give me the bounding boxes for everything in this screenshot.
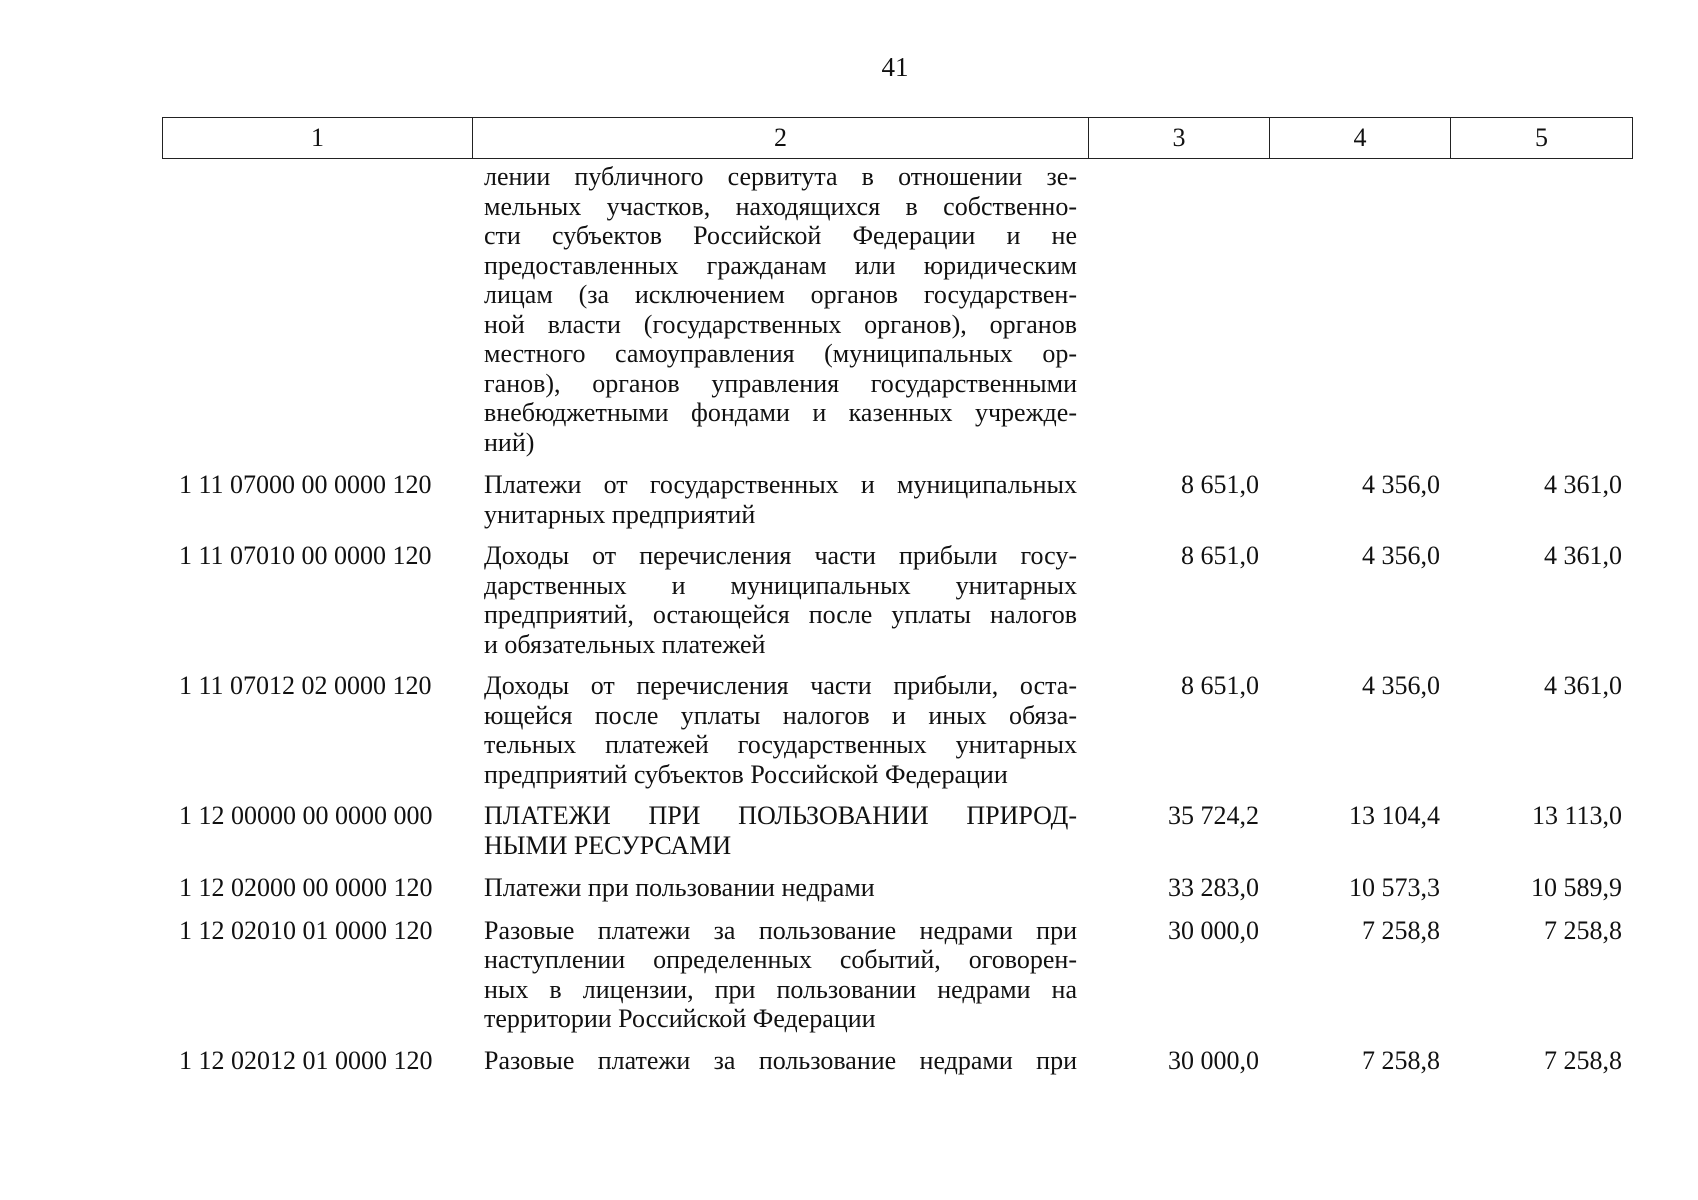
- row-col5: 7 258,8: [1544, 1045, 1622, 1075]
- row-col3: 30 000,0: [1168, 915, 1259, 945]
- row-col5: 4 361,0: [1544, 671, 1622, 700]
- description-line: Платежи от государственных и муниципальных: [484, 470, 1077, 499]
- description-line: наступлении определенных событий, оговорен-: [484, 945, 1077, 974]
- row-col4: 4 356,0: [1362, 470, 1440, 499]
- row-code: 1 12 02012 01 0000 120: [179, 1045, 433, 1075]
- row-description: [472, 801, 1088, 860]
- row-col3: 8 651,0: [1181, 470, 1259, 499]
- description-line: Доходы от перечисления части прибыли, оста-: [484, 671, 1077, 700]
- row-col3: [1088, 162, 1269, 457]
- row-col5: [1450, 162, 1632, 457]
- column-header-3: 3: [1089, 118, 1270, 159]
- description-line: ной власти (государственных органов), органов: [484, 309, 1077, 339]
- row-code: 1 11 07012 02 0000 120: [179, 671, 432, 700]
- row-col3: 8 651,0: [1181, 671, 1259, 700]
- column-header-1: 1: [163, 118, 473, 159]
- description-line: ющейся после уплаты налогов и иных обяза-: [484, 700, 1077, 730]
- description-line: ных в лицензии, при пользовании недрами на: [484, 974, 1077, 1004]
- row-col5: 4 361,0: [1544, 541, 1622, 570]
- table-row: [162, 470, 1632, 529]
- description-line: Доходы от перечисления части прибыли госу-: [484, 541, 1077, 570]
- description-line: лении публичного сервитута в отношении зе-: [484, 162, 1077, 191]
- column-header-4: 4: [1270, 118, 1451, 159]
- description-line: сти субъектов Российской Федерации и не: [484, 221, 1077, 250]
- description-line: предоставленных гражданам или юридическим: [484, 250, 1077, 280]
- row-description: [472, 671, 1088, 789]
- description-line: Платежи при пользовании недрами: [484, 873, 875, 902]
- row-col4: 7 258,8: [1362, 915, 1440, 945]
- table-body: [162, 160, 1632, 1075]
- table-row: [162, 1046, 1632, 1076]
- page-number: 41: [881, 52, 909, 82]
- description-line: мельных участков, находящихся в собственно-: [484, 191, 1077, 221]
- row-col3: 30 000,0: [1168, 1045, 1259, 1075]
- row-code: [162, 162, 472, 457]
- description-line: территории Российской Федерации: [484, 1004, 876, 1033]
- description-line: ПЛАТЕЖИ ПРИ ПОЛЬЗОВАНИИ ПРИРОД-: [484, 801, 1077, 830]
- column-header-row: [163, 118, 1633, 159]
- description-line: предприятий, остающейся после уплаты налогов: [484, 600, 1077, 629]
- description-line: унитарных предприятий: [484, 499, 756, 529]
- row-code: 1 12 00000 00 0000 000: [179, 801, 433, 830]
- column-header-2: 2: [473, 118, 1089, 159]
- description-line: Разовые платежи за пользование недрами при: [484, 1045, 1077, 1075]
- description-line: ний): [484, 427, 535, 457]
- row-col3: 33 283,0: [1168, 873, 1259, 902]
- row-description: [472, 1046, 1088, 1076]
- row-description: [472, 470, 1088, 529]
- row-col4: 10 573,3: [1349, 873, 1440, 902]
- row-code: 1 12 02000 00 0000 120: [179, 873, 433, 902]
- row-description: [472, 916, 1088, 1034]
- description-line: тельных платежей государственных унитарных: [484, 730, 1077, 759]
- row-description: [472, 541, 1088, 659]
- row-code: 1 11 07000 00 0000 120: [179, 470, 432, 499]
- table-row: [162, 916, 1632, 1034]
- description-line: предприятий субъектов Российской Федерации: [484, 759, 1008, 789]
- row-col3: 35 724,2: [1168, 801, 1259, 830]
- column-header-table: [162, 117, 1633, 159]
- description-line: внебюджетными фондами и казенных учрежде-: [484, 398, 1077, 427]
- row-code: 1 12 02010 01 0000 120: [179, 915, 433, 945]
- description-line: местного самоуправления (муниципальных ор-: [484, 339, 1077, 368]
- row-col4: 4 356,0: [1362, 671, 1440, 700]
- row-col4: 13 104,4: [1349, 801, 1440, 830]
- row-description: [472, 873, 1088, 903]
- row-description: [472, 162, 1088, 457]
- description-line: ганов), органов управления государственными: [484, 368, 1077, 398]
- table-row: [162, 162, 1632, 457]
- row-code: 1 11 07010 00 0000 120: [179, 541, 432, 570]
- table-row: [162, 801, 1632, 860]
- column-header-5: 5: [1451, 118, 1633, 159]
- description-line: дарственных и муниципальных унитарных: [484, 570, 1077, 600]
- row-col5: 13 113,0: [1531, 801, 1622, 830]
- row-col5: 4 361,0: [1544, 470, 1622, 499]
- row-col4: 4 356,0: [1362, 541, 1440, 570]
- description-line: НЫМИ РЕСУРСАМИ: [484, 830, 732, 860]
- row-col5: 7 258,8: [1544, 915, 1622, 945]
- row-col3: 8 651,0: [1181, 541, 1259, 570]
- row-col4: 7 258,8: [1362, 1045, 1440, 1075]
- description-line: и обязательных платежей: [484, 629, 766, 659]
- description-line: лицам (за исключением органов государствен-: [484, 280, 1077, 309]
- description-line: Разовые платежи за пользование недрами при: [484, 915, 1077, 945]
- row-col4: [1269, 162, 1450, 457]
- row-col5: 10 589,9: [1531, 873, 1622, 902]
- table-row: [162, 873, 1632, 903]
- table-row: [162, 671, 1632, 789]
- table-row: [162, 541, 1632, 659]
